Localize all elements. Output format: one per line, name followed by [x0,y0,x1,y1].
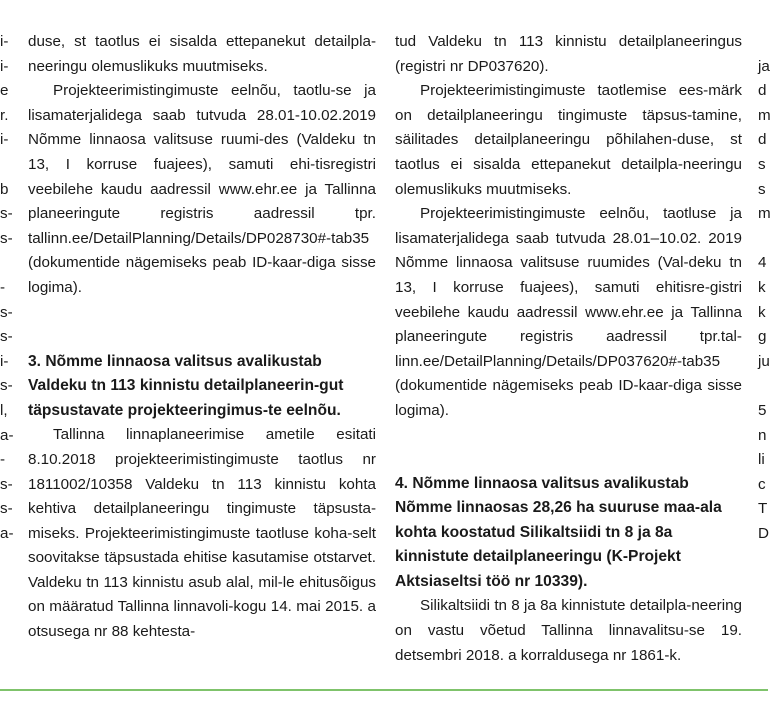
article-column-2 [395,30,742,668]
section-heading-3: 3. Nõmme linnaosa valitsus avalikustab Valdeku tn 113 kinnistu detailplaneerin-​gut täpsustavate projekteeringimus-​te eelnõu. [28,352,344,419]
fragment-line: D [758,524,769,542]
fragment-line: i- [0,352,9,370]
fragment-line: i- [0,57,9,75]
fragment-line: n [758,426,767,444]
fragment-line [758,374,770,399]
fragment-line: s- [0,377,13,395]
fragment-line: r. [0,106,9,124]
fragment-line: a- [0,426,14,444]
fragment-line: s- [0,205,13,223]
fragment-line: d [758,82,767,100]
fragment-line: d [758,131,767,149]
article-column-1 [28,30,376,645]
fragment-line: 4 [758,254,767,272]
fragment-line: - [0,451,6,469]
fragment-line: a- [0,524,14,542]
fragment-line: k [758,303,766,321]
fragment-line: - [0,278,6,296]
fragment-line: e [0,82,9,100]
fragment-line: c [758,475,766,493]
fragment-line: i- [0,131,9,149]
fragment-line: s [758,155,766,173]
paragraph: Projekteerimistingimuste eelnõu, taotluse ja lisamaterjalidega saab tutvuda 28.01–10.02. 2019 Nõmme linnaosa valitsuse ruumides (Val-​deku tn 13, I korruse fuajees), samuti ehitisre-​gistri veebilehe kaudu aadressil www.ehr.ee ja Tallinna planeeringute registris aadressil tpr.tal-​linn.ee/DetailPlanning/Details/DP037620#-​tab35 (dokumentide nägemiseks peab ID-kaar-​diga sisse logima). [395,205,742,419]
fragment-line: b [0,180,9,198]
section-heading-4: 4. Nõmme linnaosa valitsus avalikustab Nõmme linnaosas 28,26 ha suuruse maa-​ala kohta koostatud Silikaltsiidi tn 8 ja 8a kinnistute detailplaneeringu (K-Projekt Aktsiaseltsi töö nr 10339). [395,474,722,590]
paragraph: Projekteerimistingimuste taotlemise ees-​märk on detailplaneeringu tingimuste täpsus-​tamine, säilitades detailplaneeringu põhilahen-​duse, st taotlus ei sisalda ettepanekut detailpla-​neeringu olemuslikuks muutmiseks. [395,82,742,198]
fragment-line: i- [0,33,9,50]
fragment-line: m [758,205,771,223]
fragment-line: s- [0,475,13,493]
fragment-line: T [758,500,768,518]
fragment-line: l, [0,401,8,419]
fragment-line: ju [758,352,770,370]
fragment-line [758,30,770,55]
paragraph: duse, st taotlus ei sisalda ettepanekut detailpla-​neeringu olemuslikuks muutmiseks. [28,33,376,75]
paragraph: Projekteerimistingimuste eelnõu, taotlu-​se ja lisamaterjalidega saab tutvuda 28.01-​10.02.2019 Nõmme linnaosa valitsuse ruumi-​des (Valdeku tn 13, I korruse fuajees), samuti ehi-​tisregistri veebilehe kaudu aadressil www.ehr.ee ja Tallinna planeeringute registris aadressil tpr. tallinn.ee/DetailPlanning/Details/DP028730#-​tab35 (dokumentide nägemiseks peab ID-kaar-​diga sisse logima). [28,82,376,296]
paragraph: tud Valdeku tn 113 kinnistu detailplaneeringus (registri nr DP037620). [395,33,742,75]
fragment-line [0,153,14,178]
next-column-fragment [758,30,770,546]
fragment-line: m [758,106,771,124]
paragraph: Silikaltsiidi tn 8 ja 8a kinnistute detailpla-​neering on vastu võetud Tallinna linnavalitsu-​se 19. detsembri 2018. a korraldusega nr 1861-k. [395,597,742,664]
previous-column-fragment [0,30,14,546]
fragment-line: 5 [758,401,767,419]
fragment-line: li [758,451,765,469]
bottom-rule [0,689,768,691]
fragment-line: g [758,328,767,346]
fragment-line: s- [0,328,13,346]
fragment-line [758,227,770,252]
fragment-line: s- [0,500,13,518]
fragment-line: s- [0,303,13,321]
fragment-line: s [758,180,766,198]
fragment-line [0,251,14,276]
fragment-line: k [758,278,766,296]
fragment-line: s- [0,229,13,247]
fragment-line: ja [758,57,770,75]
paragraph: Tallinna linnaplaneerimise ametile esitati 8.10.2018 projekteerimistingimuste taotlus nr 1811002/10358 Valdeku tn 113 kinnistu kohta kehtiva detailplaneeringu tingimuste täpsusta-​miseks. Projekteerimistingimuste taotluse koha-​selt soovitakse täpsustada ehitise kasutamise otstarvet. Valdeku tn 113 kinnistu asub alal, mil-​le ehitusõigus on määratud Tallinna linnavoli-​kogu 14. mai 2015. a otsusega nr 88 kehtesta- [28,426,376,641]
